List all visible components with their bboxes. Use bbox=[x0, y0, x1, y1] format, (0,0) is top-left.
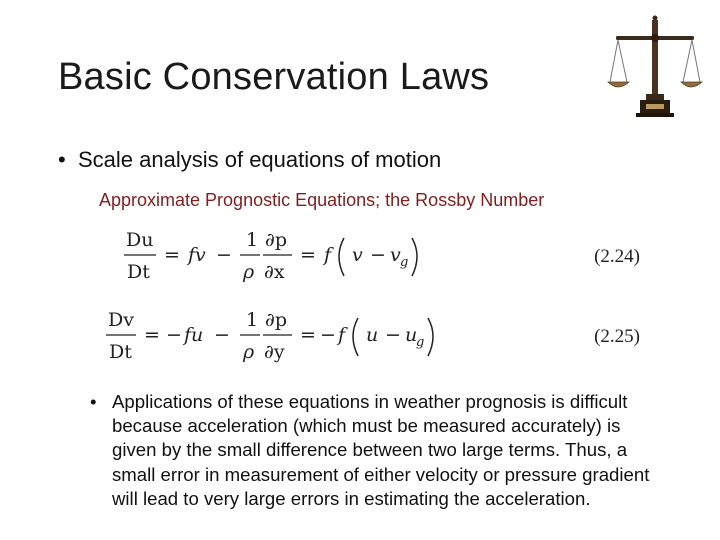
svg-text:∂p: ∂p bbox=[265, 309, 287, 331]
svg-text:∂x: ∂x bbox=[264, 261, 285, 283]
svg-text:−: − bbox=[370, 244, 386, 266]
svg-text:=: = bbox=[164, 244, 180, 266]
svg-text:Dv: Dv bbox=[108, 309, 134, 331]
svg-text:ρ: ρ bbox=[243, 261, 255, 283]
svg-text:u: u bbox=[405, 324, 418, 346]
svg-text:Du: Du bbox=[126, 229, 154, 251]
equation-number: (2.25) bbox=[594, 326, 640, 347]
application-bullet-text: Applications of these equations in weather prognosis is difficult because acceleration (which must be measured accurately) is given by the small difference between two large terms. Thus, a small error in measurement of either velocity or pressure gradient will lead to very large errors in estimating the acceleration. bbox=[112, 391, 650, 509]
svg-text:=: = bbox=[144, 324, 160, 346]
application-bullet bbox=[90, 390, 665, 511]
main-bullet bbox=[58, 147, 441, 173]
svg-text:g: g bbox=[416, 335, 425, 350]
svg-text:−: − bbox=[214, 324, 230, 346]
svg-text:1: 1 bbox=[246, 309, 259, 331]
equation-2-25 bbox=[100, 306, 660, 372]
slide-title: Basic Conservation Laws bbox=[58, 56, 490, 98]
svg-text:−: − bbox=[166, 324, 182, 346]
equation-number: (2.24) bbox=[594, 246, 640, 267]
svg-text:1: 1 bbox=[246, 229, 259, 251]
svg-text:f: f bbox=[338, 324, 346, 346]
svg-text:=: = bbox=[300, 324, 316, 346]
svg-text:v: v bbox=[390, 244, 401, 266]
svg-text:=: = bbox=[300, 244, 316, 266]
svg-text:Dt: Dt bbox=[127, 261, 150, 283]
balance-scale-icon bbox=[606, 12, 704, 120]
svg-text:fu: fu bbox=[184, 324, 204, 346]
svg-text:g: g bbox=[400, 255, 409, 270]
equation-2-24 bbox=[100, 226, 660, 292]
svg-text:f: f bbox=[324, 244, 332, 266]
bullet-symbol: • bbox=[58, 147, 66, 172]
svg-text:∂y: ∂y bbox=[264, 341, 285, 363]
svg-text:Dt: Dt bbox=[109, 341, 132, 363]
svg-text:u: u bbox=[366, 324, 379, 346]
subheading: Approximate Prognostic Equations; the Rossby Number bbox=[99, 190, 545, 210]
svg-text:v: v bbox=[352, 244, 363, 266]
svg-text:ρ: ρ bbox=[243, 341, 255, 363]
svg-text:−: − bbox=[320, 324, 336, 346]
svg-text:−: − bbox=[385, 324, 401, 346]
svg-text:−: − bbox=[216, 244, 232, 266]
bullet-symbol: • bbox=[90, 391, 97, 412]
svg-text:∂p: ∂p bbox=[265, 229, 287, 251]
svg-text:fv: fv bbox=[188, 244, 206, 266]
main-bullet-text: Scale analysis of equations of motion bbox=[78, 147, 442, 172]
